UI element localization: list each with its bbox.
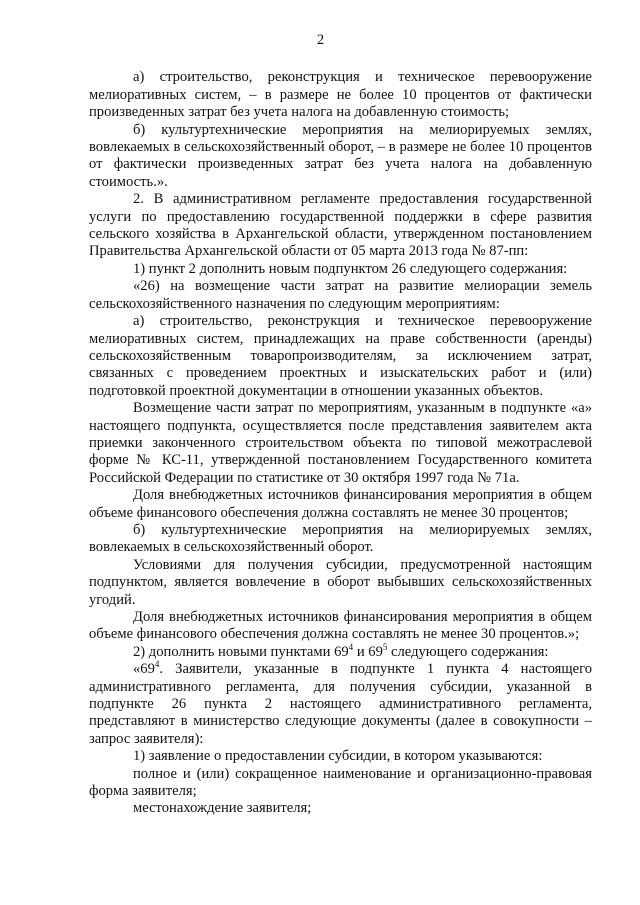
paragraph: 2. В административном регламенте предоставления государственной услуги по предоставлению государственной поддержки в сфере развития сельского хозяйства в Архангельской области, утвержденном постановлением Правительства Архангельской области от 05 марта 2013 года № 87-пп:	[89, 191, 592, 260]
paragraph: а) строительство, реконструкция и техническое перевооружение мелиоративных систем, – в размере не более 10 процентов от фактически произведенных затрат без учета налога на добавленную стоимость;	[89, 69, 592, 121]
paragraph: Доля внебюджетных источников финансирования мероприятия в общем объеме финансового обеспечения должна составлять не менее 30 процентов;	[89, 487, 592, 521]
paragraph: Доля внебюджетных источников финансирования мероприятия в общем объеме финансового обеспечения должна составлять не менее 30 процентов.»;	[89, 609, 592, 643]
paragraph: «$69^4$. Заявители, указанные в подпункте 1 пункта 4 настоящего административного регламента, для получения субсидии, указанной в подпункте 26 пункта 2 настоящего административного регламента, представляют в министерство следующие документы (далее в совокупности – запрос заявителя):	[89, 659, 592, 747]
paragraph: местонахождение заявителя;	[133, 800, 312, 817]
paragraph: Возмещение части затрат по мероприятиям, указанным в подпункте «а» настоящего подпункта, осуществляется после представления заявителем акта приемки законченного строительством объекта по типовой межотраслевой форме № КС-11, утвержденной постановлением Государственного комитета Российской Федерации по статистике от 30 октября 1997 года № 71а.	[89, 400, 592, 486]
paragraph: а) строительство, реконструкция и техническое перевооружение мелиоративных систем, принадлежащих на праве собственности (аренды) сельскохозяйственным товаропроизводителям, за исключением затрат, связанных с проведением проектных и изыскательских работ и (или) подготовкой проектной документации в отношении указанных объектов.	[89, 313, 592, 399]
paragraph: 1) заявление о предоставлении субсидии, в котором указываются:	[133, 748, 543, 765]
paragraph: б) культуртехнические мероприятия на мелиорируемых землях, вовлекаемых в сельскохозяйственный оборот, – в размере не более 10 процентов от фактически произведенных затрат без учета налога на добавленную стоимость.».	[89, 121, 592, 190]
paragraph: 2) дополнить новыми пунктами $69^4$ и $69^5$ следующего содержания:	[133, 641, 549, 660]
paragraph: полное и (или) сокращенное наименование и организационно-правовая форма заявителя;	[89, 765, 592, 800]
paragraph: «26) на возмещение части затрат на развитие мелиорации земель сельскохозяйственного назначения по следующим мероприятиям:	[89, 278, 592, 312]
superscript: 4	[154, 659, 160, 670]
superscript: 5	[382, 641, 388, 652]
page-number: 2	[316, 32, 325, 48]
paragraph: 1) пункт 2 дополнить новым подпунктом 26 следующего содержания:	[133, 260, 568, 277]
paragraph: Условиями для получения субсидии, предусмотренной настоящим подпунктом, является вовлечение в оборот выбывших сельскохозяйственных угодий.	[89, 556, 592, 608]
paragraph: б) культуртехнические мероприятия на мелиорируемых землях, вовлекаемых в сельскохозяйственный оборот.	[89, 521, 592, 556]
superscript: 4	[348, 641, 354, 652]
